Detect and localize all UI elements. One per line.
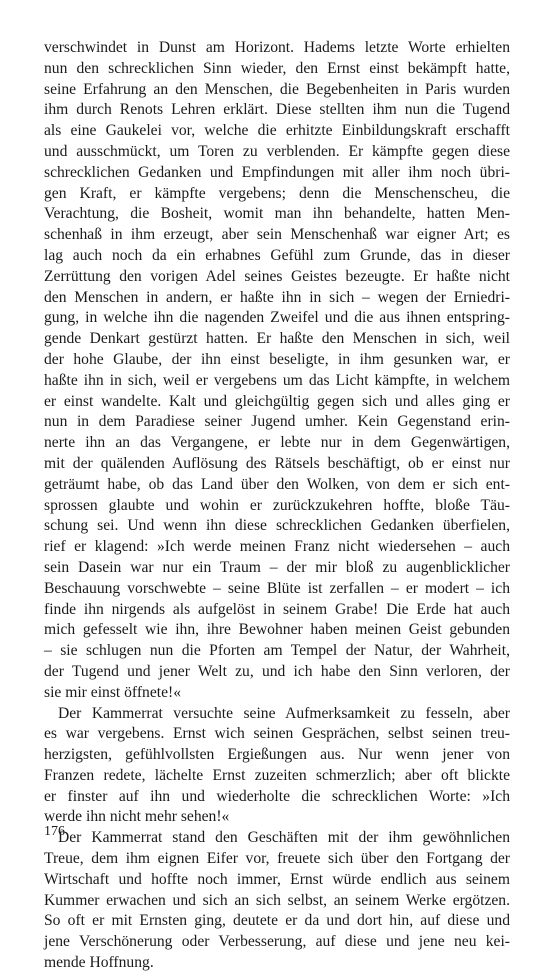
text-line: Kummer erwachen und sich an sich selbst, an seinem Werke ergötzen. bbox=[44, 891, 510, 909]
text-line: verschwindet in Dunst am Horizont. Hadems letzte Worte erhielten bbox=[44, 39, 510, 56]
text-line: der Tugend und jener Welt zu, und ich habe den Sinn verloren, der bbox=[44, 662, 510, 680]
text-line: gende Denkart gestürzt hatten. Er haßte den Menschen in sich, weil bbox=[44, 330, 510, 348]
text-line: Wirtschaft und hoffte noch immer, Ernst würde endlich aus seinem bbox=[44, 870, 510, 888]
text-line: So oft er mit Ernsten ging, deutete er da und dort hin, auf diese und bbox=[44, 912, 510, 930]
text-line: Franzen redete, lächelte Ernst zuzeiten schmerzlich; aber oft blickte bbox=[44, 766, 510, 784]
text-line: schenhaß in ihm erzeugt, aber sein Menschenhaß war eigner Art; es bbox=[44, 226, 510, 244]
text-line: er einst wandelte. Kalt und gleichgültig gegen sich und alles ging er bbox=[44, 392, 510, 410]
page-number: 176 bbox=[44, 824, 65, 839]
paragraph-end-line: werde ihn nicht mehr sehen!« bbox=[44, 808, 230, 826]
text-line: haßte ihn in sich, weil er vergebens um das Licht kämpfte, in welchem bbox=[44, 371, 510, 389]
text-line: jene Verschönerung oder Verbesserung, auf diese und jene neu kei- bbox=[44, 933, 510, 951]
text-line: Beschauung vorschwebte – seine Blüte ist zerfallen – er modert – ich bbox=[44, 579, 510, 597]
text-line: seine Erfahrung an den Menschen, die Begebenheiten in Paris wurden bbox=[44, 80, 510, 98]
text-line: schung sei. Und wenn ihn diese schrecklichen Gedanken überfielen, bbox=[44, 517, 510, 535]
text-line: Treue, dem ihm eignen Eifer vor, freuete sich über den Fortgang der bbox=[44, 850, 510, 868]
text-line: Verachtung, die Bosheit, womit man ihn behandelte, hatten Men- bbox=[44, 205, 510, 223]
text-line: rief er klagend: »Ich werde meinen Franz nicht wiedersehen – auch bbox=[44, 538, 510, 556]
text-line: mit der quälenden Auflösung des Rätsels beschäftigt, ob er einst nur bbox=[44, 454, 510, 472]
text-line: den Menschen in andern, er haßte ihn in sich – wegen der Erniedri- bbox=[44, 288, 510, 306]
text-line: ihm durch Renots Lehren erklärt. Diese stellten ihm nun die Tugend bbox=[44, 101, 510, 119]
text-line: der hohe Glaube, der ihn einst beseligte, in ihm gesunken war, er bbox=[44, 350, 510, 368]
text-line: gung, in welche ihn die nagenden Zweifel und die aus ihnen entspring- bbox=[44, 309, 510, 327]
text-line: er finster auf ihn und wiederholte die schrecklichen Worte: »Ich bbox=[44, 787, 510, 805]
text-line: nun in dem Paradiese seiner Jugend umher. Kein Gegenstand erin- bbox=[44, 413, 510, 431]
text-line: geträumt habe, ob das Land über den Wolken, von dem er sich ent- bbox=[44, 475, 510, 493]
text-line: mich gefesselt wie ihn, ihre Bewohner haben meinen Geist gebunden bbox=[44, 621, 510, 639]
text-line: lag auch noch da ein erhabnes Gefühl zum Grunde, das in dieser bbox=[44, 246, 510, 264]
text-line: herzigsten, gefühlvollsten Ergießungen aus. Nur wenn jener von bbox=[44, 746, 510, 764]
text-line: sprossen glaubte und wohin er zurückzukehren hoffte, bloße Täu- bbox=[44, 496, 510, 514]
text-line: schrecklichen Gedanken und Empfindungen mit aller ihm noch übri- bbox=[44, 163, 510, 181]
text-line: gen Kraft, er kämpfte vergebens; denn die Menschenscheu, die bbox=[44, 184, 510, 202]
text-line: finde ihn nirgends als aufgelöst in seinem Grabe! Die Erde hat auch bbox=[44, 600, 510, 618]
text-line: nerte ihn an das Vergangene, er lebte nur in dem Gegenwärtigen, bbox=[44, 434, 510, 452]
text-line: als eine Gaukelei vor, welche die erhitzte Einbildungskraft erschafft bbox=[44, 122, 510, 140]
text-line: es war vergebens. Ernst wich seinen Gesprächen, selbst seinen treu- bbox=[44, 725, 510, 743]
text-body bbox=[44, 38, 510, 974]
text-line: und ausschmückt, um Toren zu verblenden. Er kämpfte gegen diese bbox=[44, 142, 510, 160]
text-line: sein Dasein war nur ein Traum – der mir bloß zu augenblicklicher bbox=[44, 558, 510, 576]
paragraph-start-line: Der Kammerrat versuchte seine Aufmerksamkeit zu fesseln, aber bbox=[58, 704, 510, 722]
text-line: nun den schrecklichen Sinn wieder, den Ernst einst bekämpft hatte, bbox=[44, 59, 510, 77]
paragraph-end-line: sie mir einst öffnete!« bbox=[44, 683, 181, 701]
paragraph-start-line: Der Kammerrat stand den Geschäften mit der ihm gewöhnlichen bbox=[58, 829, 510, 847]
text-line: – sie schlugen nun die Pforten am Tempel der Natur, der Wahrheit, bbox=[44, 642, 510, 660]
text-line: Zerrüttung den vorigen Adel seines Geistes bezeugte. Er haßte nicht bbox=[44, 267, 510, 285]
paragraph-end-line: mende Hoffnung. bbox=[44, 954, 154, 972]
